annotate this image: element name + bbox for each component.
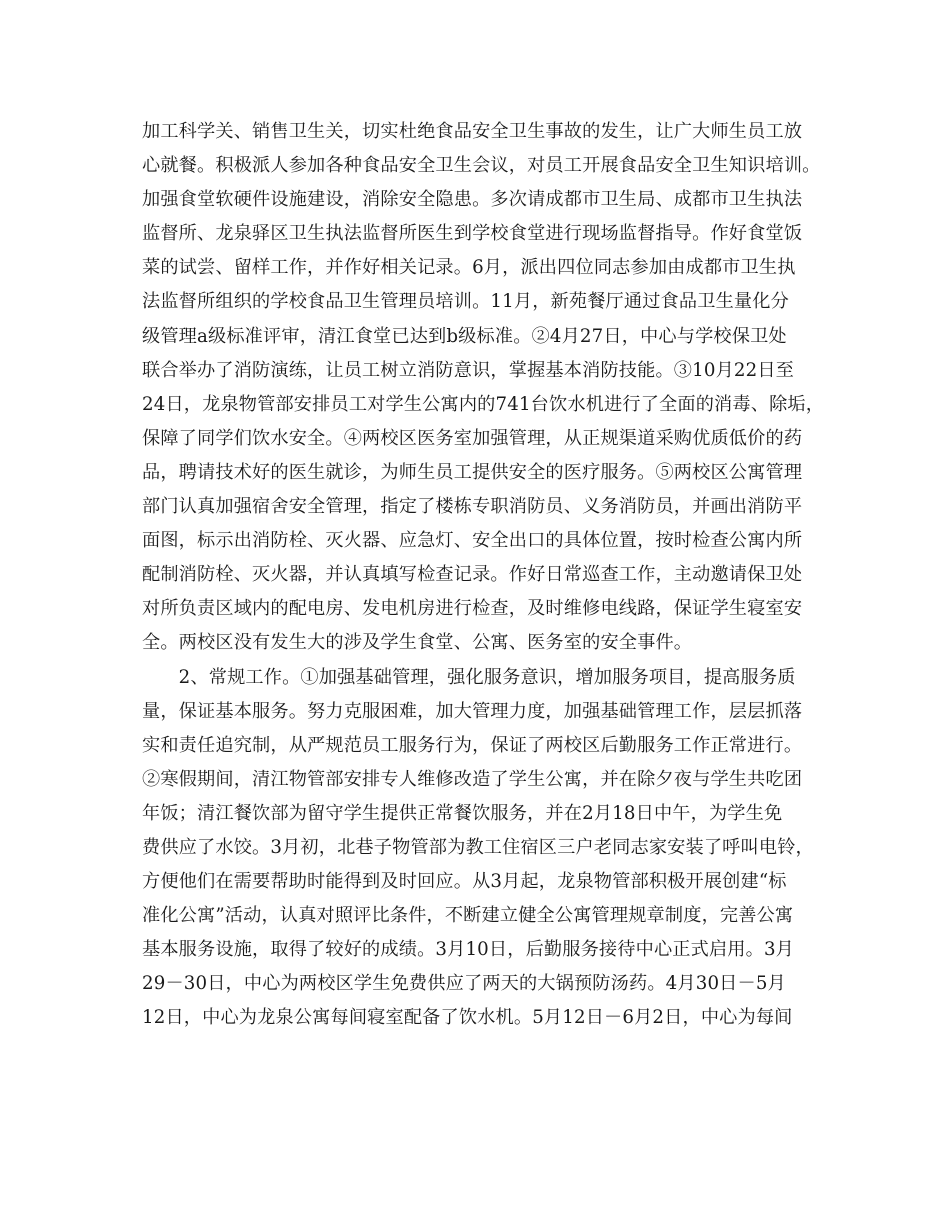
text-line: 方便他们在需要帮助时能得到及时回应。从3月起，龙泉物管部积极开展创建“标 [142,871,787,893]
text-line: 准化公寓”活动，认真对照评比条件，不断建立健全公寓管理规章制度，完善公寓 [142,905,794,927]
text-line: 加强食堂软硬件设施建设，消除安全隐患。多次请成都市卫生局、成都市卫生执法 [142,189,803,211]
text-line: 全。两校区没有发生大的涉及学生食堂、公寓、医务室的安全事件。 [142,632,693,654]
text-line: 24日，龙泉物管部安排员工对学生公寓内的741台饮水机进行了全面的消毒、除垢， [142,393,825,415]
text-line: 法监督所组织的学校食品卫生管理员培训。11月，新苑餐厅通过食品卫生量化分 [142,291,789,313]
text-line: 保障了同学们饮水安全。④两校区医务室加强管理，从正规渠道采购优质低价的药 [142,427,803,449]
text-line: 基本服务设施，取得了较好的成绩。3月10日，后勤服务接待中心正式启用。3月 [142,939,795,961]
text-line: 心就餐。积极派人参加各种食品安全卫生会议，对员工开展食品安全卫生知识培训。 [142,155,821,177]
text-line: 12日，中心为龙泉公寓每间寝室配备了饮水机。5月12日－6月2日，中心为每间 [142,1007,793,1029]
text-line: 监督所、龙泉驿区卫生执法监督所医生到学校食堂进行现场监督指导。作好食堂饭 [142,223,803,245]
text-line: 2、常规工作。①加强基础管理，强化服务意识，增加服务项目，提高服务质 [142,666,796,688]
text-line: 面图，标示出消防栓、灭火器、应急灯、安全出口的具体位置，按时检查公寓内所 [142,530,803,552]
text-line: 费供应了水饺。3月初，北巷子物管部为教工住宿区三户老同志家安装了呼叫电铃， [142,836,814,858]
text-line: 品，聘请技术好的医生就诊，为师生员工提供安全的医疗服务。⑤两校区公寓管理 [142,461,803,483]
text-line: ②寒假期间，清江物管部安排专人维修改造了学生公寓，并在除夕夜与学生共吃团 [142,768,803,790]
text-line: 29－30日，中心为两校区学生免费供应了两天的大锅预防汤药。4月30日－5月 [142,973,786,995]
text-line: 实和责任追究制，从严规范员工服务行为，保证了两校区后勤服务工作正常进行。 [142,734,803,756]
body-text [142,115,825,1036]
text-line: 部门认真加强宿舍安全管理，指定了楼栋专职消防员、义务消防员，并画出消防平 [142,496,803,518]
text-line: 量，保证基本服务。努力克服困难，加大管理力度，加强基础管理工作，层层抓落 [142,700,803,722]
text-line: 加工科学关、销售卫生关，切实杜绝食品安全卫生事故的发生，让广大师生员工放 [142,121,803,142]
text-line: 联合举办了消防演练，让员工树立消防意识，掌握基本消防技能。③10月22日至 [142,359,795,381]
text-line: 配制消防栓、灭火器，并认真填写检查记录。作好日常巡查工作，主动邀请保卫处 [142,564,803,586]
text-line: 菜的试尝、留样工作，并作好相关记录。6月，派出四位同志参加由成都市卫生执 [142,257,796,279]
text-line: 年饭；清江餐饮部为留守学生提供正常餐饮服务，并在2月18日中午，为学生免 [142,802,783,824]
text-line: 对所负责区域内的配电房、发电机房进行检查，及时维修电线路，保证学生寝室安 [142,598,803,620]
text-line: 级管理a级标准评审，清江食堂已达到b级标准。②4月27日，中心与学校保卫处 [142,325,787,347]
